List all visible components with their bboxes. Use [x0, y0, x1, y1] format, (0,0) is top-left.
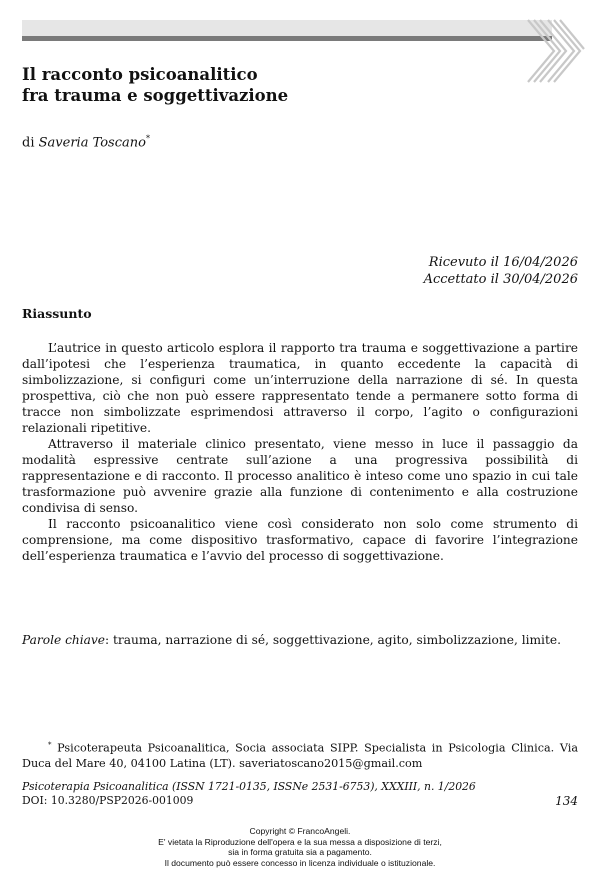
header-bar-dark	[22, 36, 552, 41]
copyright-notice	[0, 826, 600, 868]
abstract-paragraph-3: Il racconto psicoanalitico viene così considerato non solo come strumento di comprensione, ma come dispositivo trasformativo, capace di favorire l’integrazione dell’esperienza traumatica e l’avvio del processo di soggettivazione.	[22, 517, 578, 563]
keywords-label: Parole chiave	[22, 633, 106, 647]
doi[interactable]: DOI: 10.3280/PSP2026-001009	[22, 794, 194, 807]
copyright-line-1: Copyright © FrancoAngeli.	[249, 826, 351, 836]
header-bar-light	[22, 20, 552, 36]
abstract-paragraph-1: L’autrice in questo articolo esplora il rapporto tra trauma e soggettivazione a partire dall’ipotesi che l’esperienza traumatica, in quanto eccedente la capacità di simbolizzazione, si configuri come un’interruzione della narrazione di sé. In questa prospettiva, ciò che non può essere rappresentato tende a permanere sotto forma di tracce non simbolizzate esprimendosi attraverso il corpo, l’agito o configurazioni relazionali ripetitive.	[22, 341, 578, 435]
abstract-body	[22, 340, 578, 564]
article-title-line-2: fra trauma e soggettivazione	[22, 86, 289, 105]
article-title-line-1: Il racconto psicoanalitico	[22, 65, 258, 84]
article-title	[22, 64, 462, 106]
journal-citation: Psicoterapia Psicoanalitica (ISSN 1721-0135, ISSNe 2531-6753), XXXIII, n. 1/2026	[22, 780, 476, 793]
abstract-paragraph-2: Attraverso il materiale clinico presentato, viene messo in luce il passaggio da modalità espressive centrate sull’azione a una progressiva possibilità di rappresentazione e di racconto. Il processo analitico è inteso come uno spazio in cui tale trasformazione può avvenire grazie alla funzione di contenimento e alla costruzione condivisa di senso.	[22, 437, 578, 515]
received-date: Ricevuto il 16/04/2026	[428, 255, 578, 270]
keywords-text: : trauma, narrazione di sé, soggettivazione, agito, simbolizzazione, limite.	[105, 633, 561, 647]
copyright-line-2: E' vietata la Riproduzione dell'opera e la sua messa a disposizione di terzi,	[158, 836, 442, 847]
keywords	[22, 632, 578, 648]
page-number: 134	[555, 794, 578, 808]
author-footnote	[22, 738, 578, 771]
footnote-text: Psicoterapeuta Psicoanalitica, Socia associata SIPP. Specialista in Psicologia Clinica. Via Duca del Mare 40, 04100 Latina (LT). saveriatoscano2015@gmail.com	[22, 741, 578, 770]
footnote-marker: *	[48, 741, 52, 749]
journal-info	[22, 780, 578, 808]
accepted-date: Accettato il 30/04/2026	[423, 272, 578, 287]
author-footnote-marker[interactable]: *	[145, 134, 150, 143]
chevron-arrows-icon	[524, 18, 586, 84]
abstract-heading: Riassunto	[22, 306, 92, 321]
submission-dates	[424, 254, 578, 288]
copyright-line-4: Il documento può essere concesso in licenza individuale o istituzionale.	[164, 857, 436, 868]
copyright-line-3: sia in forma gratuita sia a pagamento.	[228, 847, 372, 858]
byline-prefix: di	[22, 135, 35, 151]
author-byline	[22, 134, 150, 150]
author-name: Saveria Toscano	[38, 135, 146, 151]
